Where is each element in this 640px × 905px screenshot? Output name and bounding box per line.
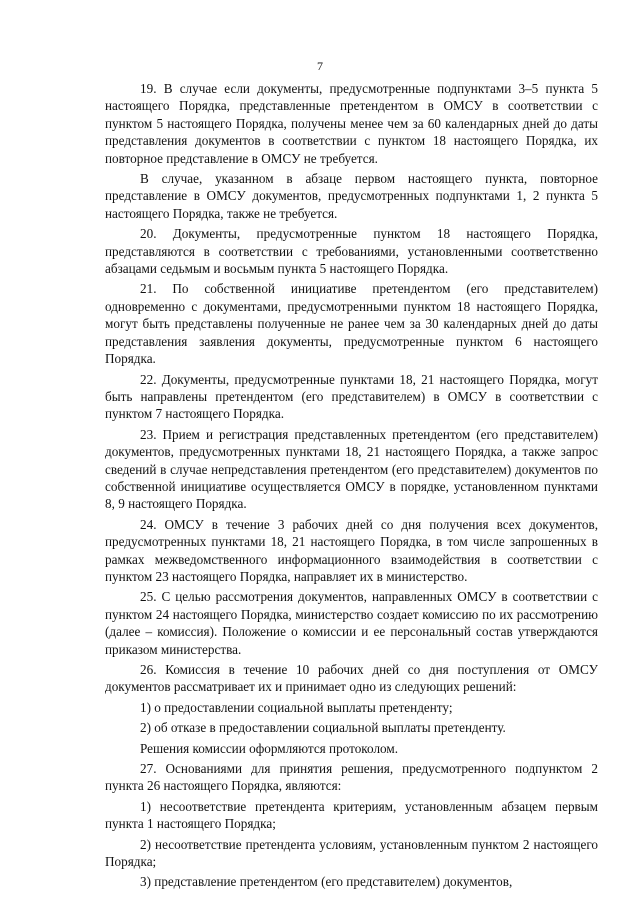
paragraph-26: 26. Комиссия в течение 10 рабочих дней со дня поступления от ОМСУ документов рассматривает их и принимает одно из следующих решений: bbox=[105, 662, 598, 695]
page-number: 7 bbox=[317, 59, 323, 73]
paragraph-27: 27. Основаниями для принятия решения, предусмотренного подпунктом 2 пункта 26 настоящего Порядка, являются: bbox=[105, 761, 598, 794]
paragraph-20: 20. Документы, предусмотренные пунктом 18 настоящего Порядка, представляются в соответствии с требованиями, установленными соответственно абзацами седьмым и восьмым пункта 5 настоящего Порядка. bbox=[105, 226, 598, 277]
list-item-27-3: 3) представление претендентом (его представителем) документов, bbox=[140, 874, 513, 890]
list-item-27-1: 1) несоответствие претендента критериям, установленным абзацем первым пункта 1 настоящего Порядка; bbox=[105, 798, 598, 832]
paragraph-19-second-part: В случае, указанном в абзаце первом настоящего пункта, повторное представление в ОМСУ документов, предусмотренных подпунктами 1, 2 пункта 5 настоящего Порядка, также не требуется. bbox=[105, 171, 598, 221]
list-item-26-1: 1) о предоставлении социальной выплаты претенденту; bbox=[140, 699, 453, 715]
paragraph-26-note: Решения комиссии оформляются протоколом. bbox=[140, 740, 399, 756]
list-item-26-2: 2) об отказе в предоставлении социальной выплаты претенденту. bbox=[140, 720, 506, 736]
paragraph-25: 25. С целью рассмотрения документов, направленных ОМСУ в соответствии с пунктом 24 настоящего Порядка, министерство создает комиссию по их рассмотрению (далее – комиссия). Положение о комиссии и ее персональный состав утверждаются приказом министерства. bbox=[105, 589, 598, 657]
paragraph-23: 23. Прием и регистрация представленных претендентом (его представителем) документов, предусмотренных пунктами 18, 21 настоящего Порядка, а также запрос сведений в случае непредставления претендентом (его представителем) документов по собственной инициативе осуществляется ОМСУ в порядке, установленном пунктами 8, 9 настоящего Порядка. bbox=[105, 426, 598, 512]
list-item-27-2: 2) несоответствие претендента условиям, установленным пунктом 2 настоящего Порядка; bbox=[105, 836, 598, 870]
paragraph-21: 21. По собственной инициативе претендентом (его представителем) одновременно с документами, предусмотренными пунктом 18 настоящего Порядка, могут быть представлены полученные не ранее чем за 30 календарных дней до даты представления заявления документы, предусмотренные пунктом 6 настоящего Порядка. bbox=[105, 281, 598, 367]
document-body bbox=[105, 80, 598, 894]
paragraph-19: 19. В случае если документы, предусмотренные подпунктами 3–5 пункта 5 настоящего Порядка, представленные претендентом в ОМСУ в соответствии с пунктом 5 настоящего Порядка, получены менее чем за 60 календарных дней до даты представления документов в соответствии с пунктом 18 настоящего Порядка, их повторное представление в ОМСУ не требуется. bbox=[105, 81, 598, 166]
paragraph-22: 22. Документы, предусмотренные пунктами 18, 21 настоящего Порядка, могут быть направлены претендентом (его представителем) в ОМСУ в соответствии с пунктом 7 настоящего Порядка. bbox=[105, 371, 598, 422]
paragraph-24: 24. ОМСУ в течение 3 рабочих дней со дня получения всех документов, предусмотренных пунктами 18, 21 настоящего Порядка, в том числе запрошенных в рамках межведомственного информационного взаимодействия в соответствии с пунктом 23 настоящего Порядка, направляет их в министерство. bbox=[105, 516, 598, 584]
